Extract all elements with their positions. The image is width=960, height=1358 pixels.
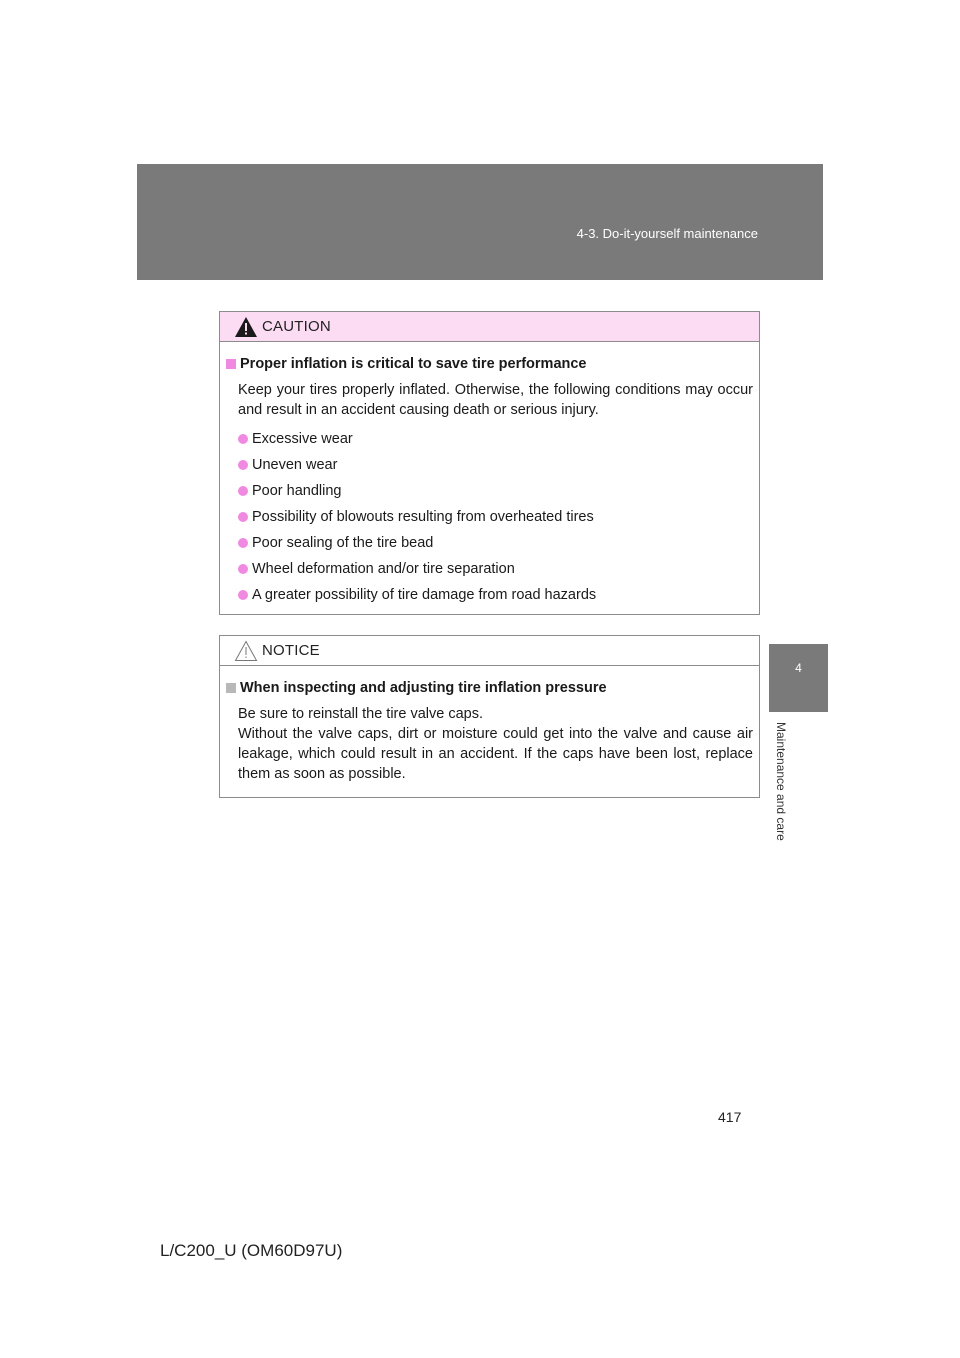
dot-bullet-icon <box>238 512 248 522</box>
chapter-label-wrap <box>760 722 800 872</box>
square-bullet-icon <box>226 683 236 693</box>
list-item: Poor handling <box>238 478 753 504</box>
caution-paragraph: Keep your tires properly inflated. Otherwise, the following conditions may occur and result in an accident causing death or serious injury. <box>238 382 753 418</box>
notice-paragraph: Without the valve caps, dirt or moisture could get into the valve and cause air leakage, which could result in an accident. If the caps have been lost, replace them as soon as possible. <box>238 726 753 782</box>
notice-heading: When inspecting and adjusting tire inflation pressure <box>240 680 607 696</box>
notice-title: NOTICE <box>262 642 320 659</box>
dot-bullet-icon <box>238 460 248 470</box>
dot-bullet-icon <box>238 538 248 548</box>
notice-box <box>219 635 760 798</box>
list-item: Poor sealing of the tire bead <box>238 530 753 556</box>
list-item: Uneven wear <box>238 452 753 478</box>
warning-filled-icon <box>234 316 258 338</box>
header-band <box>137 164 823 280</box>
notice-body <box>220 666 759 784</box>
caution-box <box>219 311 760 615</box>
square-bullet-icon <box>226 359 236 369</box>
caution-heading: Proper inflation is critical to save tire performance <box>240 356 587 372</box>
caution-header <box>220 312 759 342</box>
caution-heading-row <box>226 354 753 374</box>
footer-code: L/C200_U (OM60D97U) <box>160 1241 343 1260</box>
chapter-label: Maintenance and care <box>774 722 788 841</box>
list-item: Possibility of blowouts resulting from overheated tires <box>238 504 753 530</box>
notice-header <box>220 636 759 666</box>
notice-line: Be sure to reinstall the tire valve caps. <box>238 706 484 722</box>
dot-bullet-icon <box>238 590 248 600</box>
dot-bullet-icon <box>238 486 248 496</box>
caution-title: CAUTION <box>262 318 331 335</box>
chapter-number: 4 <box>795 661 802 675</box>
caution-list <box>226 426 753 608</box>
notice-heading-row <box>226 678 753 698</box>
chapter-tab <box>769 644 828 712</box>
dot-bullet-icon <box>238 564 248 574</box>
list-item: A greater possibility of tire damage from road hazards <box>238 582 753 608</box>
page-number: 417 <box>718 1109 742 1125</box>
list-item: Wheel deformation and/or tire separation <box>238 556 753 582</box>
warning-outline-icon <box>234 640 258 662</box>
list-item: Excessive wear <box>238 426 753 452</box>
caution-body <box>220 342 759 608</box>
dot-bullet-icon <box>238 434 248 444</box>
section-title: 4-3. Do-it-yourself maintenance <box>576 226 758 241</box>
